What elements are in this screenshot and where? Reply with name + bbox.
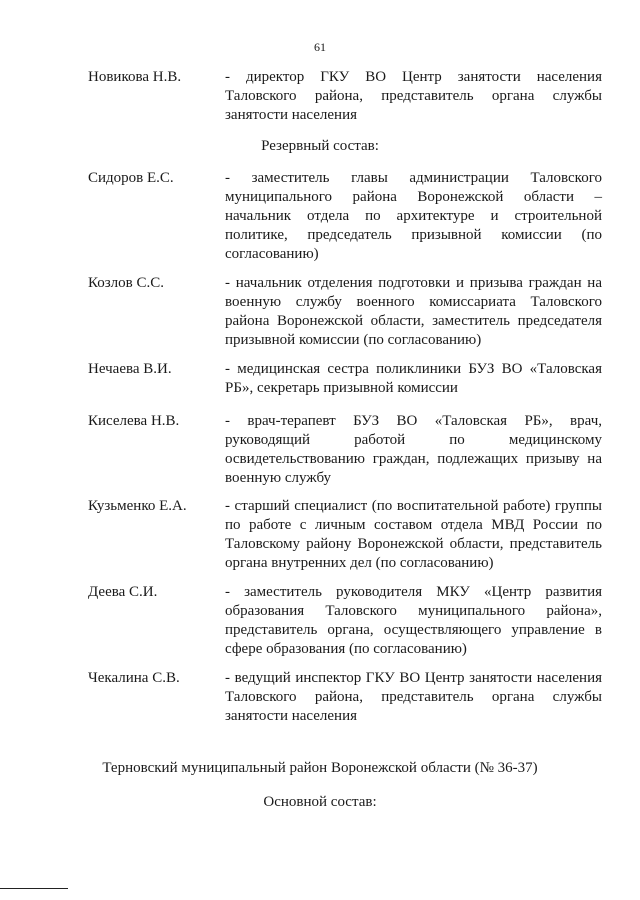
member-name: Нечаева В.И. [88,361,172,377]
main-composition-heading: Основной состав: [263,794,377,810]
member-name: Чекалина С.В. [88,670,180,686]
member-role: - врач-терапевт БУЗ ВО «Таловская РБ», врач, руководящий работой по медицинскому освидетельствованию граждан, подлежащих призыву на военную службу [225,413,602,486]
district-heading: Терновский муниципальный район Воронежской области (№ 36-37) [102,760,538,776]
member-role: - ведущий инспектор ГКУ ВО Центр занятости населения Таловского района, представитель органа службы занятости населения [225,670,602,724]
member-role: - старший специалист (по воспитательной работе) группы по работе с личным составом отдела МВД России по Таловскому району Воронежской области, представитель органа внутренних дел (по согласованию) [225,498,602,571]
member-role: - заместитель руководителя МКУ «Центр развития образования Таловского муниципального района», представитель органа, осуществляющего управление в сфере образования (по согласованию) [225,584,602,657]
member-role: - медицинская сестра поликлиники БУЗ ВО «Таловская РБ», секретарь призывной комиссии [225,361,602,396]
member-role: - директор ГКУ ВО Центр занятости населения Таловского района, представитель органа службы занятости населения [225,69,602,123]
member-name: Козлов С.С. [88,275,165,291]
footnote-rule [0,888,68,889]
reserve-heading: Резервный состав: [261,138,379,154]
member-name: Деева С.И. [88,584,158,600]
member-name: Кузьменко Е.А. [88,498,187,514]
member-role: - заместитель главы администрации Таловского муниципального района Воронежской области – начальник отдела по архитектуре и строительной политике, председатель призывной комиссии (по согласованию) [225,170,602,262]
page-number: 61 [314,40,326,54]
member-name: Сидоров Е.С. [88,170,174,186]
member-name: Киселева Н.В. [88,413,180,429]
member-name: Новикова Н.В. [88,69,182,85]
member-role: - начальник отделения подготовки и призыва граждан на военную службу военного комиссариата Таловского района Воронежской области, заместитель председателя призывной комиссии (по согласованию) [225,275,602,348]
